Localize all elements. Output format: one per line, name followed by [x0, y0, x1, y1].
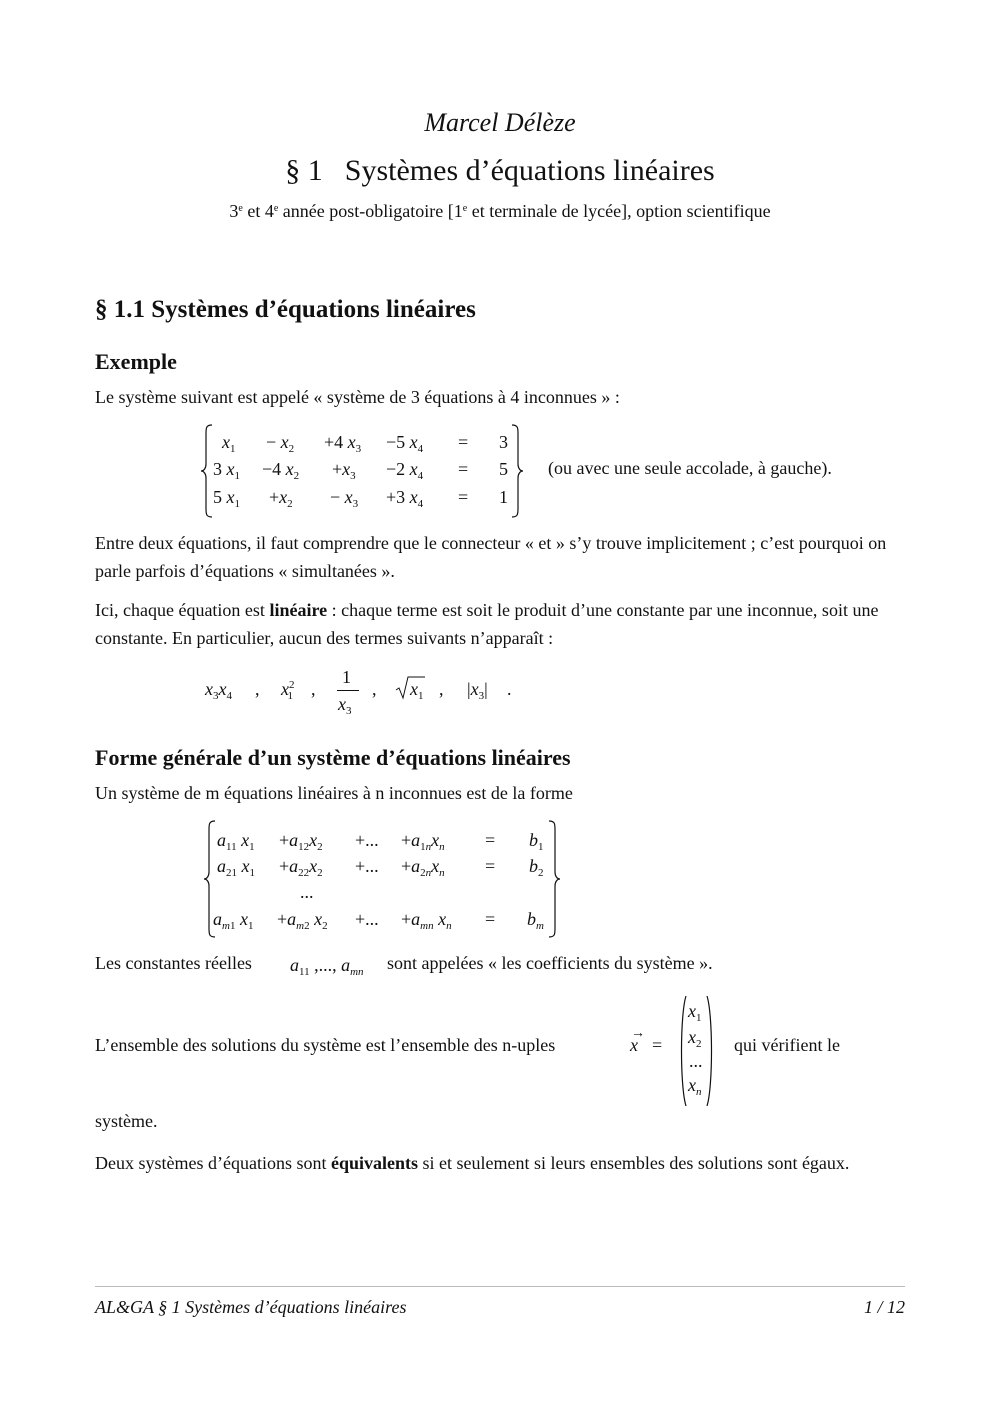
- solutions-text: L’ensemble des solutions du système est l’ensemble des n-uples: [95, 1035, 556, 1055]
- subtitle-part: et terminale de lycée], option scientifique: [467, 201, 771, 221]
- right-paren: [705, 995, 715, 1107]
- page-number: 1 / 12: [863, 1297, 905, 1317]
- subtitle-sup: e: [238, 203, 243, 214]
- text-run: : chaque terme est soit le produit d’une constante par une inconnue, soit une constante. En particulier, aucun des termes suivants n’apparaît :: [95, 600, 879, 648]
- example-paragraph-1: Entre deux équations, il faut comprendre que le connecteur « et » s’y trouve implicitement ; c’est pourquoi on parle parfois d’équations « simultanées ».: [95, 533, 887, 581]
- subtitle-sup: e: [462, 203, 468, 214]
- text-run: si et seulement si leurs ensembles des solutions sont égaux.: [417, 1153, 850, 1173]
- example-note: (ou avec une seule accolade, à gauche).: [548, 458, 832, 478]
- general-system: $a_{11}$ $x_1$ $+a_{12}x_2$ +... $+a_{1n}x_n$ = $b_1$ $a_{21}$ $x_1$ $+a_{22}x_2$ +... $+a_{2n}x_n$ = $b_2$ ... $a_{m1}$ $x_1$ $+a_{m2}$ $x_2$ +... $+a_{mn}$ $x_n$ = $b_m$: [203, 820, 563, 940]
- title-section-number: § 1: [285, 154, 323, 187]
- general-heading: Forme générale d’un système d’équations linéaires: [95, 745, 571, 770]
- right-brace: [510, 424, 524, 518]
- title-text: Systèmes d’équations linéaires: [344, 154, 715, 187]
- left-paren: [678, 995, 688, 1107]
- bold-term: équivalents: [330, 1153, 418, 1173]
- coefficients-text: sont appelées « les coefficients du système ».: [387, 953, 713, 973]
- example-intro: Le système suivant est appelé « système de 3 équations à 4 inconnues » :: [95, 387, 620, 407]
- footer-divider: [95, 1286, 905, 1287]
- solutions-text-cont: qui vérifient le: [734, 1035, 840, 1055]
- coefficients-formula: $a_{11}$ ,..., $a_{mn}$: [290, 955, 364, 978]
- subtitle-part: année post-obligatoire [1: [278, 201, 463, 221]
- right-brace: [547, 820, 561, 938]
- text-run: Deux systèmes d’équations sont: [95, 1153, 331, 1173]
- coefficients-label: Les constantes réelles: [95, 953, 252, 973]
- bold-term: linéaire: [269, 600, 328, 620]
- general-intro: Un système de m équations linéaires à n inconnues est de la forme: [95, 783, 573, 803]
- example-paragraph-2: [95, 596, 905, 652]
- footer-title: AL&GA § 1 Systèmes d’équations linéaires: [95, 1297, 407, 1317]
- text-run: Ici, chaque équation est: [95, 600, 270, 620]
- example-heading: Exemple: [95, 349, 177, 374]
- solutions-text-end: système.: [95, 1111, 158, 1131]
- subtitle-part: et 4: [242, 201, 274, 221]
- subtitle-sup: e: [273, 203, 279, 214]
- solution-vector: x → = $x_1$ $x_2$ ... $x_n$: [628, 993, 718, 1108]
- section-heading: § 1.1 Systèmes d’équations linéaires: [95, 296, 476, 323]
- equivalence-paragraph: [95, 1149, 905, 1177]
- page-title: [0, 154, 1000, 188]
- example-system: $x_1$ − $x_2$ +4 $x_3$ −5 $x_4$ = 3 3 $x_1$ −4 $x_2$ $+x_3$ −2 $x_4$ = 5 5 $x_1$ $+x_2$ − $x_3$ +3 $x_4$ = 1: [200, 424, 530, 519]
- excluded-terms: $x_3x_4$ , $x^2_1$ , 1 $x_3$ , $x_1$ , $|x_3|$ .: [205, 667, 512, 717]
- subtitle-part: 3: [229, 201, 239, 221]
- author-name: Marcel Délèze: [424, 108, 576, 137]
- left-brace: [200, 424, 214, 518]
- subtitle: [0, 201, 1000, 222]
